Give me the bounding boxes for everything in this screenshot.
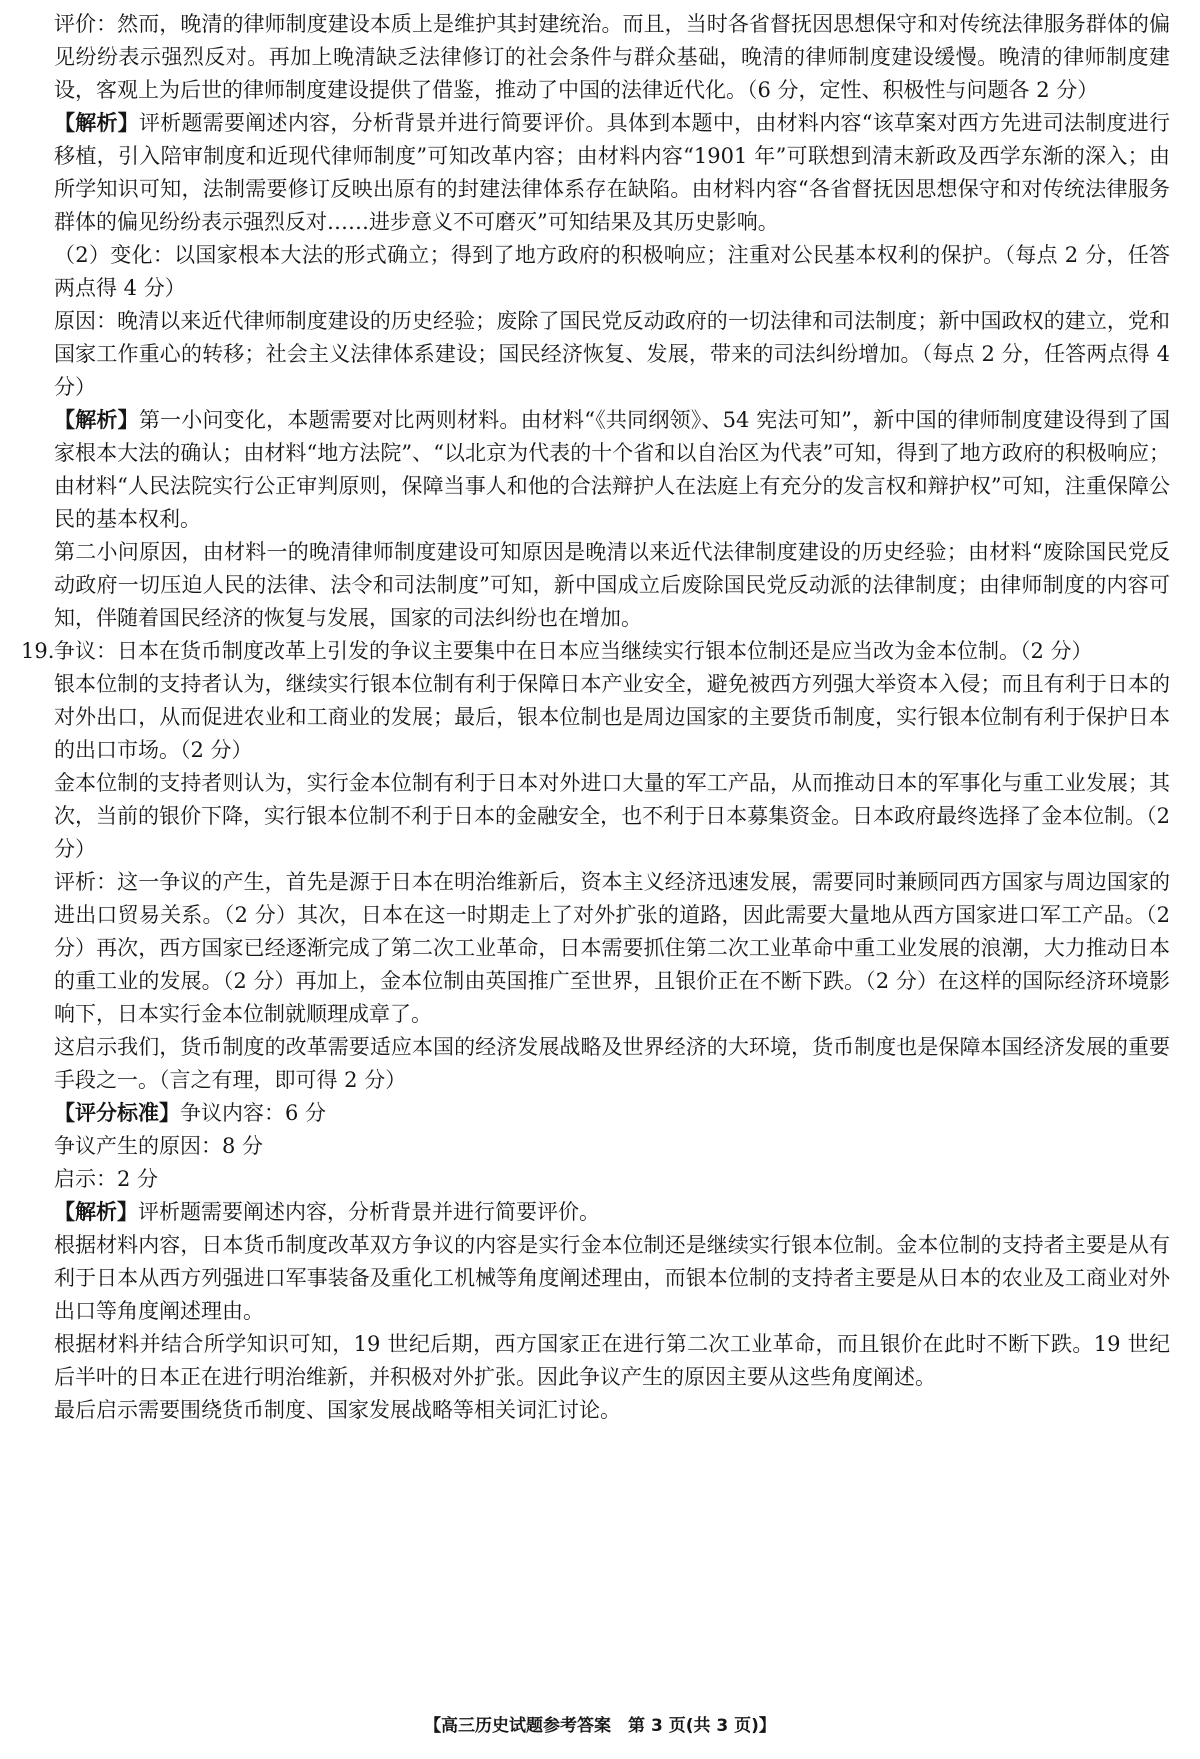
paragraph (54, 107, 1170, 239)
paragraph (54, 1229, 1170, 1328)
page-footer: 【高三历史试题参考答案 第 3 页(共 3 页)】 (424, 1716, 776, 1736)
paragraph (54, 1328, 1170, 1394)
answer-content (21, 8, 1171, 1427)
paragraph (54, 1394, 1170, 1427)
paragraph-text: 第二小问原因，由材料一的晚清律师制度建设可知原因是晚清以来近代法律制度建设的历史经验；由材料“废除国民党反动政府一切压迫人民的法律、法令和司法制度”可知，新中国成立后废除国民党反动派的法律制度；由律师制度的内容可知，伴随着国民经济的恢复与发展，国家的司法纠纷也在增加。 (54, 540, 1170, 630)
paragraph-text: 争议内容：6 分 (180, 1101, 327, 1125)
paragraph (54, 1031, 1170, 1097)
paragraph-text: 争议产生的原因：8 分 (54, 1134, 264, 1158)
paragraph-text: 根据材料内容，日本货币制度改革双方争议的内容是实行金本位制还是继续实行银本位制。金本位制的支持者主要是从有利于日本从西方列强进口军事装备及重化工机械等角度阐述理由，而银本位制的支持者主要是从日本的农业及工商业对外出口等角度阐述理由。 (54, 1233, 1170, 1323)
paragraph-text: （2）变化：以国家根本大法的形式确立；得到了地方政府的积极响应；注重对公民基本权利的保护。（每点 2 分，任答两点得 4 分） (54, 243, 1170, 300)
paragraph-text: 评价：然而，晚清的律师制度建设本质上是维护其封建统治。而且，当时各省督抚因思想保守和对传统法律服务群体的偏见纷纷表示强烈反对。再加上晚清缺乏法律修订的社会条件与群众基础，晚清的律师制度建设缓慢。晚清的律师制度建设，客观上为后世的律师制度建设提供了借鉴，推动了中国的法律近代化。（6 分，定性、积极性与问题各 2 分） (54, 12, 1170, 102)
paragraph (54, 1130, 1170, 1163)
paragraph-text: 评析题需要阐述内容，分析背景并进行简要评价。具体到本题中，由材料内容“该草案对西方先进司法制度进行移植，引入陪审制度和近现代律师制度”可知改革内容；由材料内容“1901 年”可联想到清末新政及西学东渐的深入；由所学知识可知，法制需要修订反映出原有的封建法律体系存在缺陷。由材料内容“各省督抚因思想保守和对传统法律服务群体的偏见纷纷表示强烈反对……进步意义不可磨灭”可知结果及其历史影响。 (54, 111, 1171, 234)
question-number: 19. (21, 639, 55, 663)
paragraph-text: 根据材料并结合所学知识可知，19 世纪后期，西方国家正在进行第二次工业革命，而且银价在此时不断下跌。19 世纪后半叶的日本正在进行明治维新，并积极对外扩张。因此争议产生的原因主要从这些角度阐述。 (54, 1332, 1170, 1389)
section-tag: 【解析】 (54, 408, 139, 432)
section-tag: 【解析】 (54, 111, 140, 135)
paragraph-text: 金本位制的支持者则认为，实行金本位制有利于日本对外进口大量的军工产品，从而推动日本的军事化与重工业发展；其次，当前的银价下降，实行银本位制不利于日本的金融安全，也不利于日本募集资金。日本政府最终选择了金本位制。（2 分） (54, 771, 1170, 861)
paragraph-text: 原因：晚清以来近代律师制度建设的历史经验；废除了国民党反动政府的一切法律和司法制度；新中国政权的建立，党和国家工作重心的转移；社会主义法律体系建设；国民经济恢复、发展，带来的司法纠纷增加。（每点 2 分，任答两点得 4 分） (54, 309, 1170, 399)
paragraph-text: 第一小问变化，本题需要对比两则材料。由材料“《共同纲领》、54 宪法可知”，新中国的律师制度建设得到了国家根本大法的确认；由材料“地方法院”、“以北京为代表的十个省和以自治区为代表”可知，得到了地方政府的积极响应；由材料“人民法院实行公正审判原则，保障当事人和他的合法辩护人在法庭上有充分的发言权和辩护权”可知，注重保障公民的基本权利。 (54, 408, 1170, 531)
paragraph (21, 635, 1170, 668)
paragraph (54, 767, 1170, 866)
paragraph (54, 668, 1170, 767)
paragraph-text: 评析：这一争议的产生，首先是源于日本在明治维新后，资本主义经济迅速发展，需要同时兼顾同西方国家与周边国家的进出口贸易关系。（2 分）其次，日本在这一时期走上了对外扩张的道路，因此需要大量地从西方国家进口军工产品。（2 分）再次，西方国家已经逐渐完成了第二次工业革命，日本需要抓住第二次工业革命中重工业发展的浪潮，大力推动日本的重工业的发展。（2 分）再加上，金本位制由英国推广至世界，且银价正在不断下跌。（2 分）在这样的国际经济环境影响下，日本实行金本位制就顺理成章了。 (54, 870, 1170, 1026)
paragraph (54, 8, 1170, 107)
paragraph (54, 536, 1170, 635)
paragraph-text: 争议：日本在货币制度改革上引发的争议主要集中在日本应当继续实行银本位制还是应当改为金本位制。（2 分） (54, 639, 1093, 663)
section-tag: 【解析】 (54, 1200, 138, 1224)
paragraph (54, 866, 1170, 1031)
paragraph (54, 305, 1170, 404)
paragraph-text: 最后启示需要围绕货币制度、国家发展战略等相关词汇讨论。 (54, 1398, 621, 1422)
paragraph (54, 1097, 1170, 1130)
paragraph-text: 这启示我们，货币制度的改革需要适应本国的经济发展战略及世界经济的大环境，货币制度也是保障本国经济发展的重要手段之一。（言之有理，即可得 2 分） (54, 1035, 1170, 1092)
paragraph (54, 404, 1170, 536)
paragraph-text: 银本位制的支持者认为，继续实行银本位制有利于保障日本产业安全，避免被西方列强大举资本入侵；而且有利于日本的对外出口，从而促进农业和工商业的发展；最后，银本位制也是周边国家的主要货币制度，实行银本位制有利于保护日本的出口市场。（2 分） (54, 672, 1170, 762)
paragraph (54, 1163, 1170, 1196)
paragraph (54, 239, 1170, 305)
paragraph-text: 评析题需要阐述内容，分析背景并进行简要评价。 (138, 1200, 600, 1224)
section-tag: 【评分标准】 (54, 1101, 180, 1125)
paragraph-text: 启示：2 分 (54, 1167, 159, 1191)
paragraph (54, 1196, 1170, 1229)
